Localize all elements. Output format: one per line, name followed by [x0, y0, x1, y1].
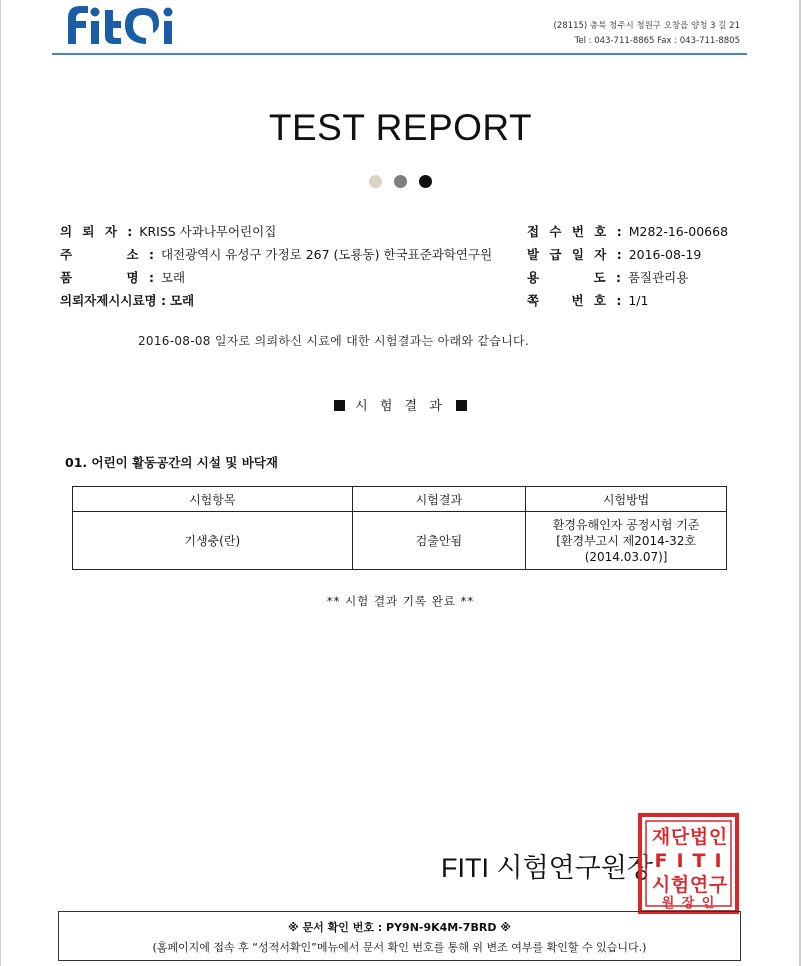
info-value: 대전광역시 유성구 가정로 267 (도룡동) 한국표준과학연구원 [160, 247, 493, 262]
table-row [73, 512, 727, 570]
info-value: 모래 [169, 293, 195, 308]
info-purpose [527, 268, 688, 286]
svg-text:구: 구 [708, 874, 728, 896]
info-label: 용 도 : [527, 270, 624, 285]
svg-text:단: 단 [670, 826, 690, 848]
results-table [72, 486, 727, 570]
method-line: [환경부고시 제2014-32호 [556, 533, 696, 548]
svg-text:장: 장 [681, 896, 695, 911]
svg-text:T: T [692, 850, 706, 872]
svg-text:F: F [654, 850, 668, 872]
svg-text:법: 법 [689, 826, 709, 848]
info-value: 1/1 [628, 293, 649, 308]
info-value: KRISS 사과나무어린이집 [139, 224, 277, 239]
signer-name: FITI 시험연구원장 [441, 853, 653, 883]
verification-instruction: (홈페이지에 접속 후 “성적서확인”메뉴에서 문서 확인 번호를 통해 위 변조 여부를 확인할 수 있습니다.) [152, 941, 647, 954]
cell-test-method [526, 512, 727, 570]
column-header: 시험방법 [526, 487, 727, 512]
title-ornament [369, 175, 433, 189]
column-header: 시험결과 [352, 487, 526, 512]
info-issue-date [527, 245, 701, 263]
info-value: 품질관리용 [627, 270, 689, 285]
square-bullet-icon [334, 400, 345, 411]
fiti-logo [58, 0, 184, 46]
info-value: M282-16-00668 [628, 224, 729, 239]
info-label: 쪽 번 호 : [527, 293, 625, 308]
svg-text:시: 시 [651, 874, 671, 896]
method-line: (2014.03.07)] [584, 549, 668, 564]
ornament-dot [369, 175, 382, 188]
svg-text:I: I [714, 850, 722, 872]
report-title: TEST REPORT [268, 107, 533, 148]
svg-text:인: 인 [708, 826, 728, 848]
table-header-row [73, 487, 727, 512]
cell-test-result: 검출안됨 [352, 512, 526, 570]
svg-text:인: 인 [701, 896, 715, 911]
document-verification-box [58, 911, 741, 961]
ornament-dot [419, 175, 432, 188]
info-sample-name [60, 291, 194, 309]
svg-text:연: 연 [689, 874, 709, 896]
header-contact: Tel : 043-711-8865 Fax : 043-711-8805 [574, 36, 740, 46]
info-client [60, 222, 276, 240]
info-label: 발 급 일 자 : [527, 247, 625, 262]
subsection-title: 01. 어린이 활동공간의 시설 및 바닥재 [65, 455, 278, 470]
info-label: 접 수 번 호 : [527, 224, 625, 239]
completion-note: ** 시험 결과 기록 완료 ** [326, 594, 475, 608]
svg-text:원: 원 [661, 896, 675, 911]
svg-text:I: I [676, 850, 684, 872]
svg-text:재: 재 [651, 826, 671, 848]
official-seal [638, 813, 739, 914]
cell-test-item: 기생충(란) [73, 512, 353, 570]
column-header: 시험항목 [73, 487, 353, 512]
method-line: 환경유해인자 공정시험 기준 [552, 517, 700, 532]
section-title: 시 험 결 과 [355, 399, 446, 414]
info-label: 주 소 : [60, 247, 157, 262]
info-receipt-number [527, 222, 728, 240]
header-address: (28115) 충북 청주시 청원구 오창읍 양청 3 길 21 [553, 21, 740, 31]
result-notice: 2016-08-08 일자로 의뢰하신 시료에 대한 시험결과는 아래와 같습니다. [138, 334, 530, 348]
info-value: 2016-08-19 [628, 247, 702, 262]
info-address [60, 245, 492, 263]
verification-number: ※ 문서 확인 번호 : PY9N-9K4M-7BRD ※ [288, 921, 511, 934]
section-heading [0, 395, 801, 414]
header-divider [52, 53, 747, 55]
ornament-dot [394, 175, 407, 188]
info-page-number [527, 291, 648, 309]
info-product [60, 268, 185, 286]
info-value: 모래 [160, 270, 186, 285]
info-label: 의 뢰 자 : [60, 224, 136, 239]
info-label: 품 명 : [60, 270, 157, 285]
square-bullet-icon [456, 400, 467, 411]
svg-text:험: 험 [670, 874, 690, 896]
info-label: 의뢰자제시시료명 : [60, 293, 166, 308]
